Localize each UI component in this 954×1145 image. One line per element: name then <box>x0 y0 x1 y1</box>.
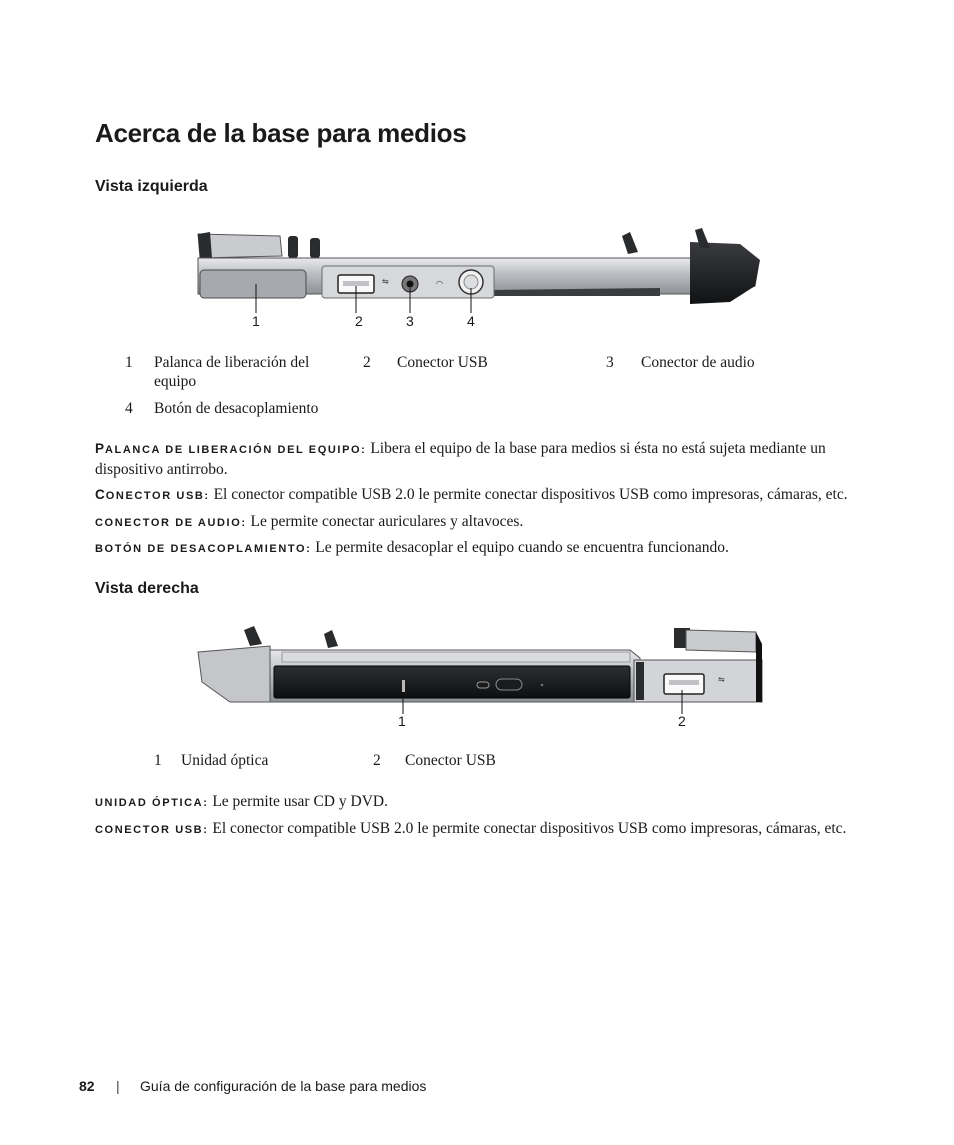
svg-text:⇋: ⇋ <box>382 277 389 286</box>
legend-number: 3 <box>606 354 614 371</box>
section-heading-left-view: Vista izquierda <box>95 178 208 195</box>
legend-number: 4 <box>125 400 133 417</box>
description-paragraph <box>95 512 875 533</box>
description-text: Le permite desacoplar el equipo cuando se encuentra funcionando. <box>315 539 729 556</box>
description-term: PALANCA DE LIBERACIÓN DEL EQUIPO: <box>95 441 367 456</box>
legend-text: Conector USB <box>405 752 496 769</box>
description-paragraph <box>95 439 875 480</box>
callout-number: 4 <box>467 313 475 329</box>
legend-number: 2 <box>373 752 381 769</box>
description-term: CONECTOR USB: <box>95 824 209 836</box>
page-number: 82 <box>79 1078 95 1094</box>
description-paragraph <box>95 538 875 559</box>
legend-number: 1 <box>125 354 133 371</box>
description-term: CONECTOR USB: <box>95 487 210 502</box>
page-title: Acerca de la base para medios <box>95 118 467 148</box>
description-term: CONECTOR DE AUDIO: <box>95 517 247 529</box>
description-paragraph <box>95 819 875 840</box>
description-term: UNIDAD ÓPTICA: <box>95 797 209 809</box>
left-view-illustration <box>190 228 770 318</box>
description-text: Libera el equipo de la base para medios si ésta no está sujeta mediante un dispositivo antirrobo. <box>95 440 826 478</box>
description-term: BOTÓN DE DESACOPLAMIENTO: <box>95 543 312 555</box>
footer-doc-title: Guía de configuración de la base para medios <box>140 1078 427 1094</box>
legend-number: 2 <box>363 354 371 371</box>
callout-number: 3 <box>406 313 414 329</box>
section-heading-right-view: Vista derecha <box>95 580 199 597</box>
svg-text:◠: ◠ <box>436 279 443 288</box>
description-text: Le permite conectar auriculares y altavoces. <box>250 513 524 530</box>
description-text: El conector compatible USB 2.0 le permite conectar dispositivos USB como impresoras, cámaras, etc. <box>213 486 848 503</box>
legend-text: Palanca de liberación del equipo <box>154 354 310 390</box>
description-paragraph <box>95 792 875 813</box>
callout-number: 2 <box>355 313 363 329</box>
svg-text:⇋: ⇋ <box>718 675 725 684</box>
description-paragraph <box>95 485 875 506</box>
callout-number: 1 <box>398 713 406 729</box>
description-text: El conector compatible USB 2.0 le permite conectar dispositivos USB como impresoras, cámaras, etc. <box>212 820 847 837</box>
callout-number: 1 <box>252 313 260 329</box>
legend-text: Unidad óptica <box>181 752 269 769</box>
description-text: Le permite usar CD y DVD. <box>212 793 388 810</box>
legend-number: 1 <box>154 752 162 769</box>
callout-number: 2 <box>678 713 686 729</box>
legend-text: Botón de desacoplamiento <box>154 400 319 417</box>
legend-text: Conector USB <box>397 354 488 371</box>
legend-text: Conector de audio <box>641 354 755 371</box>
footer-separator: | <box>116 1078 120 1094</box>
right-view-illustration <box>190 622 770 720</box>
